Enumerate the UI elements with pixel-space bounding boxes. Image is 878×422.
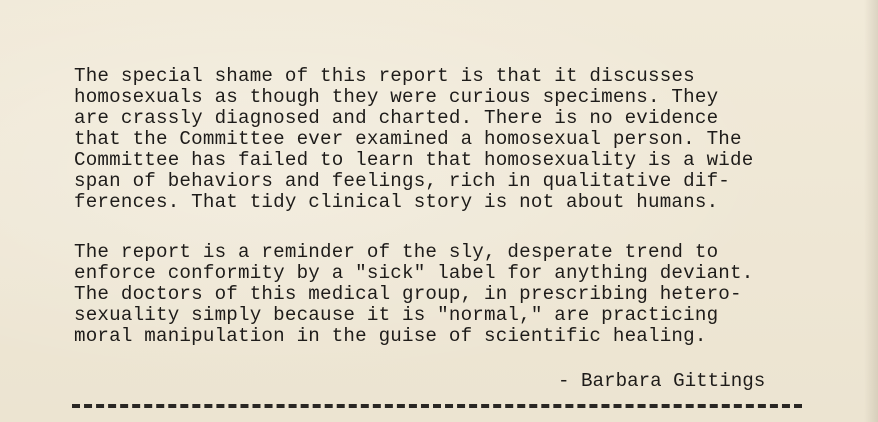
text-line: sexuality simply because it is "normal," are practicing <box>74 304 719 326</box>
text-line: moral manipulation in the guise of scientific healing. <box>74 325 707 347</box>
text-line: span of behaviors and feelings, rich in qualitative dif- <box>74 170 731 192</box>
text-line: homosexuals as though they were curious specimens. They <box>74 86 719 108</box>
text-line: The doctors of this medical group, in prescribing hetero- <box>74 283 742 305</box>
page-edge-shadow <box>864 0 878 422</box>
author-signature: - Barbara Gittings <box>558 370 766 392</box>
text-line: that the Committee ever examined a homosexual person. The <box>74 128 742 150</box>
text-line: enforce conformity by a "sick" label for anything deviant. <box>74 262 754 284</box>
text-line: The special shame of this report is that it discusses <box>74 65 695 87</box>
dashed-divider <box>72 404 802 408</box>
text-line: The report is a reminder of the sly, desperate trend to <box>74 241 719 263</box>
text-line: are crassly diagnosed and charted. There is no evidence <box>74 107 719 129</box>
paragraph-1 <box>74 66 794 213</box>
paragraph-2 <box>74 242 794 347</box>
text-line: ferences. That tidy clinical story is not about humans. <box>74 191 719 213</box>
text-line: Committee has failed to learn that homosexuality is a wide <box>74 149 754 171</box>
